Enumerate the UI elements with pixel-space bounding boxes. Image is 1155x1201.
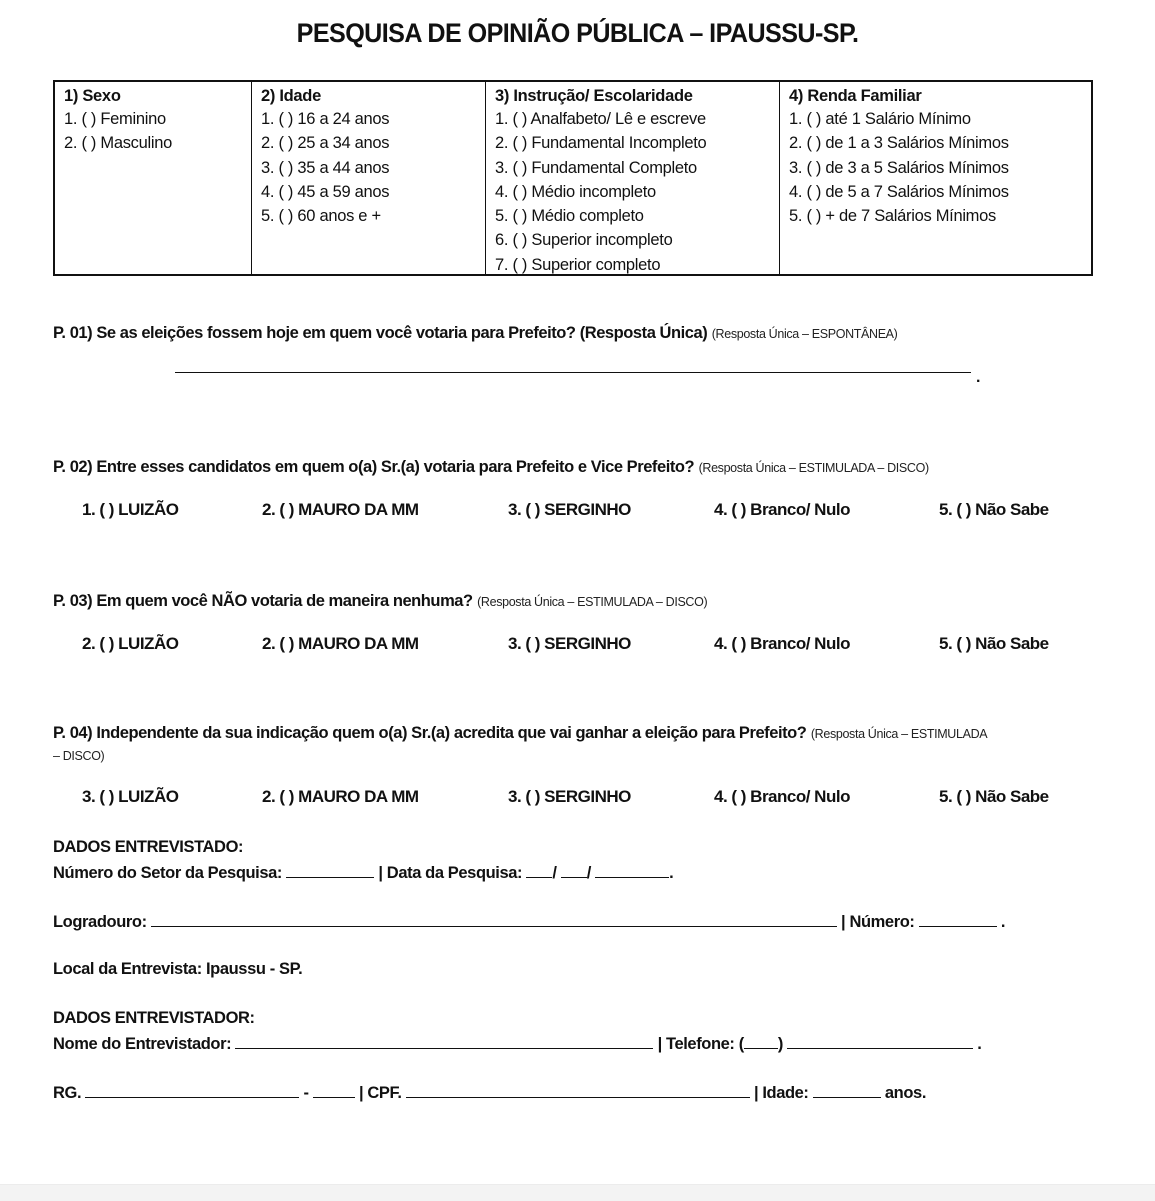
option-education[interactable]: 4. ( ) Médio incompleto <box>495 182 656 201</box>
demo-heading: 4) Renda Familiar <box>789 87 922 105</box>
rg-cpf-age-row <box>53 1082 926 1103</box>
phone-period: . <box>977 1035 982 1053</box>
option-mauro-da-mm[interactable]: 2. ( ) MAURO DA MM <box>262 634 419 653</box>
date-period: . <box>669 864 674 882</box>
date-slash: / <box>586 864 591 882</box>
age-suffix: anos. <box>884 1084 927 1102</box>
cpf-field[interactable] <box>406 1082 750 1098</box>
question-4-note-cont <box>53 747 104 765</box>
question-1 <box>53 324 897 343</box>
option-income[interactable]: 1. ( ) até 1 Salário Mínimo <box>789 110 971 128</box>
option-feminino[interactable]: 1. ( ) Feminino <box>64 110 166 128</box>
option-education[interactable]: 7. ( ) Superior completo <box>495 255 661 274</box>
question-3 <box>53 592 707 611</box>
address-row <box>53 911 1005 932</box>
option-education[interactable]: 1. ( ) Analfabeto/ Lê e escreve <box>495 110 706 128</box>
option-serginho[interactable]: 3. ( ) SERGINHO <box>508 634 631 653</box>
demo-heading: 2) Idade <box>261 87 321 105</box>
address-field[interactable] <box>151 911 837 927</box>
interviewee-heading: DADOS ENTREVISTADO: <box>53 838 244 856</box>
phone-close: ) <box>777 1035 783 1053</box>
answer-1-field[interactable] <box>175 372 971 373</box>
question-note: (Resposta Única – ESPONTÂNEA) <box>711 327 898 341</box>
cpf-label: | CPF. <box>359 1084 402 1102</box>
option-age[interactable]: 2. ( ) 25 a 34 anos <box>261 134 390 153</box>
date-year-field[interactable] <box>595 862 669 878</box>
option-age[interactable]: 3. ( ) 35 a 44 anos <box>261 158 390 177</box>
sector-label: Número do Setor da Pesquisa: <box>53 864 283 882</box>
answer-1-period: . <box>976 369 981 386</box>
phone-label: | Telefone: ( <box>657 1035 744 1053</box>
question-2 <box>53 458 929 477</box>
interviewer-name-label: Nome do Entrevistador: <box>53 1035 232 1053</box>
phone-number-field[interactable] <box>787 1033 973 1049</box>
sector-date-row <box>53 862 673 883</box>
option-luizao[interactable]: 2. ( ) LUIZÃO <box>82 634 179 653</box>
number-period: . <box>1000 913 1006 931</box>
date-day-field[interactable] <box>526 862 552 878</box>
option-branco-nulo[interactable]: 4. ( ) Branco/ Nulo <box>714 500 850 519</box>
question-4 <box>53 724 987 743</box>
option-nao-sabe[interactable]: 5. ( ) Não Sabe <box>939 634 1049 653</box>
rg-label: RG. <box>53 1084 82 1102</box>
demo-column-age <box>252 82 486 274</box>
option-mauro-da-mm[interactable]: 2. ( ) MAURO DA MM <box>262 787 419 806</box>
interviewer-heading: DADOS ENTREVISTADOR: <box>53 1009 255 1027</box>
option-income[interactable]: 2. ( ) de 1 a 3 Salários Mínimos <box>789 134 1009 153</box>
question-text: P. 04) Independente da sua indicação quem o(a) Sr.(a) acredita que vai ganhar a eleição para Prefeito? <box>53 724 807 742</box>
question-note: (Resposta Única – ESTIMULADA – DISCO) <box>477 595 708 609</box>
option-masculino[interactable]: 2. ( ) Masculino <box>64 134 172 153</box>
demo-heading: 3) Instrução/ Escolaridade <box>495 87 693 105</box>
document-title: PESQUISA DE OPINIÃO PÚBLICA – IPAUSSU-SP. <box>296 18 859 48</box>
number-field[interactable] <box>919 911 997 927</box>
interviewer-name-field[interactable] <box>235 1033 653 1049</box>
option-mauro-da-mm[interactable]: 2. ( ) MAURO DA MM <box>262 500 419 519</box>
option-serginho[interactable]: 3. ( ) SERGINHO <box>508 500 631 519</box>
question-text: P. 02) Entre esses candidatos em quem o(a) Sr.(a) votaria para Prefeito e Vice Prefeito? <box>53 458 695 476</box>
option-age[interactable]: 4. ( ) 45 a 59 anos <box>261 182 390 201</box>
viewer-bottom-bar <box>0 1184 1155 1201</box>
phone-area-field[interactable] <box>744 1033 778 1049</box>
question-note: – DISCO) <box>53 749 105 763</box>
date-slash: / <box>552 864 557 882</box>
question-note: (Resposta Única – ESTIMULADA <box>810 727 988 741</box>
rg-digit-field[interactable] <box>313 1082 355 1098</box>
question-text: P. 01) Se as eleições fossem hoje em quem você votaria para Prefeito? (Resposta Única) <box>53 324 708 342</box>
age-label: | Idade: <box>753 1084 809 1102</box>
option-age[interactable]: 1. ( ) 16 a 24 anos <box>261 110 390 128</box>
option-luizao[interactable]: 3. ( ) LUIZÃO <box>82 787 179 806</box>
option-income[interactable]: 5. ( ) + de 7 Salários Mínimos <box>789 207 996 226</box>
demo-heading: 1) Sexo <box>64 87 121 105</box>
demo-column-sex <box>55 82 252 274</box>
address-label: Logradouro: <box>53 913 147 931</box>
option-education[interactable]: 3. ( ) Fundamental Completo <box>495 158 697 177</box>
option-luizao[interactable]: 1. ( ) LUIZÃO <box>82 500 179 519</box>
demo-column-education <box>486 82 780 274</box>
demographics-table <box>53 80 1093 276</box>
date-month-field[interactable] <box>561 862 587 878</box>
option-branco-nulo[interactable]: 4. ( ) Branco/ Nulo <box>714 787 850 806</box>
option-age[interactable]: 5. ( ) 60 anos e + <box>261 207 381 226</box>
sector-field[interactable] <box>286 862 374 878</box>
date-label: | Data da Pesquisa: <box>378 864 523 882</box>
number-label: | Número: <box>841 913 915 931</box>
option-education[interactable]: 2. ( ) Fundamental Incompleto <box>495 134 707 153</box>
rg-dash: - <box>303 1084 309 1102</box>
option-income[interactable]: 4. ( ) de 5 a 7 Salários Mínimos <box>789 182 1009 201</box>
rg-field[interactable] <box>85 1082 299 1098</box>
interviewer-name-row <box>53 1033 981 1054</box>
demo-column-income <box>780 82 1091 274</box>
option-serginho[interactable]: 3. ( ) SERGINHO <box>508 787 631 806</box>
age-field[interactable] <box>813 1082 881 1098</box>
question-note: (Resposta Única – ESTIMULADA – DISCO) <box>698 461 929 475</box>
option-education[interactable]: 5. ( ) Médio completo <box>495 207 644 226</box>
option-education[interactable]: 6. ( ) Superior incompleto <box>495 231 673 250</box>
option-branco-nulo[interactable]: 4. ( ) Branco/ Nulo <box>714 634 850 653</box>
question-text: P. 03) Em quem você NÃO votaria de maneira nenhuma? <box>53 592 473 610</box>
option-income[interactable]: 3. ( ) de 3 a 5 Salários Mínimos <box>789 158 1009 177</box>
option-nao-sabe[interactable]: 5. ( ) Não Sabe <box>939 500 1049 519</box>
option-nao-sabe[interactable]: 5. ( ) Não Sabe <box>939 787 1049 806</box>
interview-location: Local da Entrevista: Ipaussu - SP. <box>53 960 303 978</box>
